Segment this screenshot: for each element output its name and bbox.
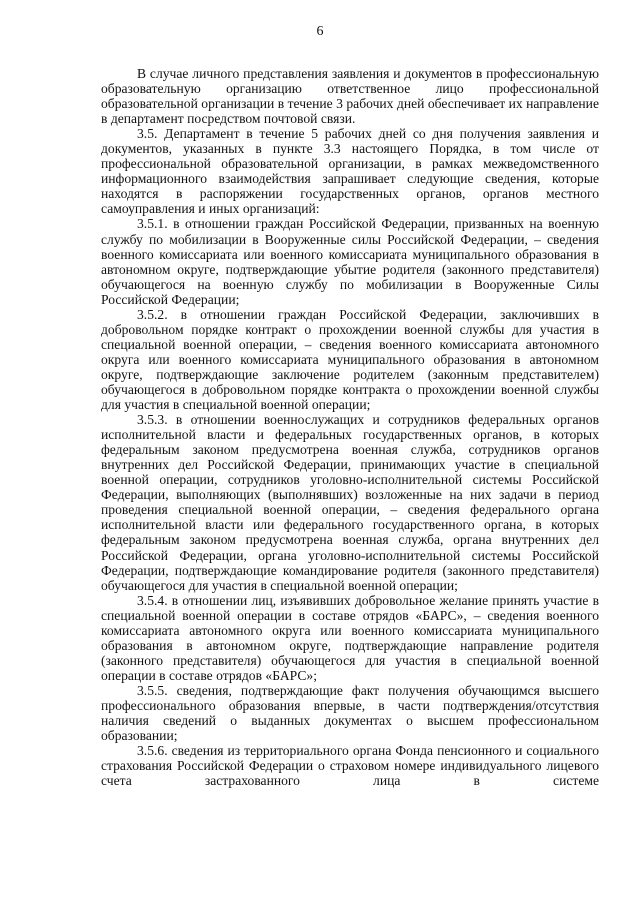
paragraph-3-5-5: 3.5.5. сведения, подтверждающие факт получения обучающимся высшего профессионального образования впервые, в части подтверждения/отсутствия наличия сведений о выданных документах о высшем профессиональном образовании; [101,682,599,744]
paragraph-3-5-1: 3.5.1. в отношении граждан Российской Федерации, призванных на военную службу по мобилизации в Вооруженные силы Российской Федерации, – сведения военного комиссариата или военного комиссариата муниципального образования в автономном округе, подтверждающие убытие родителя (законного представителя) обучающегося на военную службу по мобилизации в Вооруженные Силы Российской Федерации; [101,216,599,307]
paragraph-3-5-6: 3.5.6. сведения из территориального органа Фонда пенсионного и социального страхования Российской Федерации о страховом номере индивидуального лицевого счета застрахованного лица в системе [101,743,599,789]
paragraph-3-5-2: 3.5.2. в отношении граждан Российской Федерации, заключивших в добровольном порядке контракт о прохождении военной службы для участия в специальной военной операции, – сведения военного комиссариата автономного округа или военного комиссариата муниципального образования в автономном округе, подтверждающие заключение родителем (законным представителем) обучающегося в добровольном порядке контракта о прохождении военной службы для участия в специальной военной операции; [101,306,599,413]
paragraph-3-5-4: 3.5.4. в отношении лиц, изъявивших добровольное желание принять участие в специальной военной операции в составе отрядов «БАРС», – сведения военного комиссариата автономного округа или военного комиссариата муниципального образования в автономном округе, подтверждающие направление родителя (законного представителя) обучающегося для участия в специальной военной операции в составе отрядов «БАРС»; [101,592,599,683]
paragraph-3-5: 3.5. Департамент в течение 5 рабочих дней со дня получения заявления и документов, указанных в пункте 3.3 настоящего Порядка, в том числе от профессиональной образовательной организации, в рамках межведомственного информационного взаимодействия запрашивает следующие сведения, которые находятся в распоряжении государственных органов, органов местного самоуправления и иных организаций: [101,126,599,217]
paragraph-personal-submission: В случае личного представления заявления и документов в профессиональную образовательную организацию ответственное лицо профессиональной образовательной организации в течение 3 рабочих дней обеспечивает их направление в департамент посредством почтовой связи. [101,66,599,127]
page-number: 6 [316,24,324,39]
paragraph-3-5-3: 3.5.3. в отношении военнослужащих и сотрудников федеральных органов исполнительной власти и федеральных государственных органов, в которых федеральным законом предусмотрена военная служба, сотрудников органов внутренних дел Российской Федерации, принимающих участие в специальной военной операции, сотрудников уголовно-исполнительной системы Российской Федерации, выполняющих (выполнявших) возложенные на них задачи в период проведения специальной военной операции, – сведения федерального органа исполнительной власти или федерального государственного органа, в которых федеральным законом предусмотрена военная служба, органа внутренних дел Российской Федерации, органа уголовно-исполнительной системы Российской Федерации, подтверждающие командирование родителя (законного представителя) обучающегося для участия в специальной военной операции; [101,412,599,593]
document-body [101,66,599,788]
